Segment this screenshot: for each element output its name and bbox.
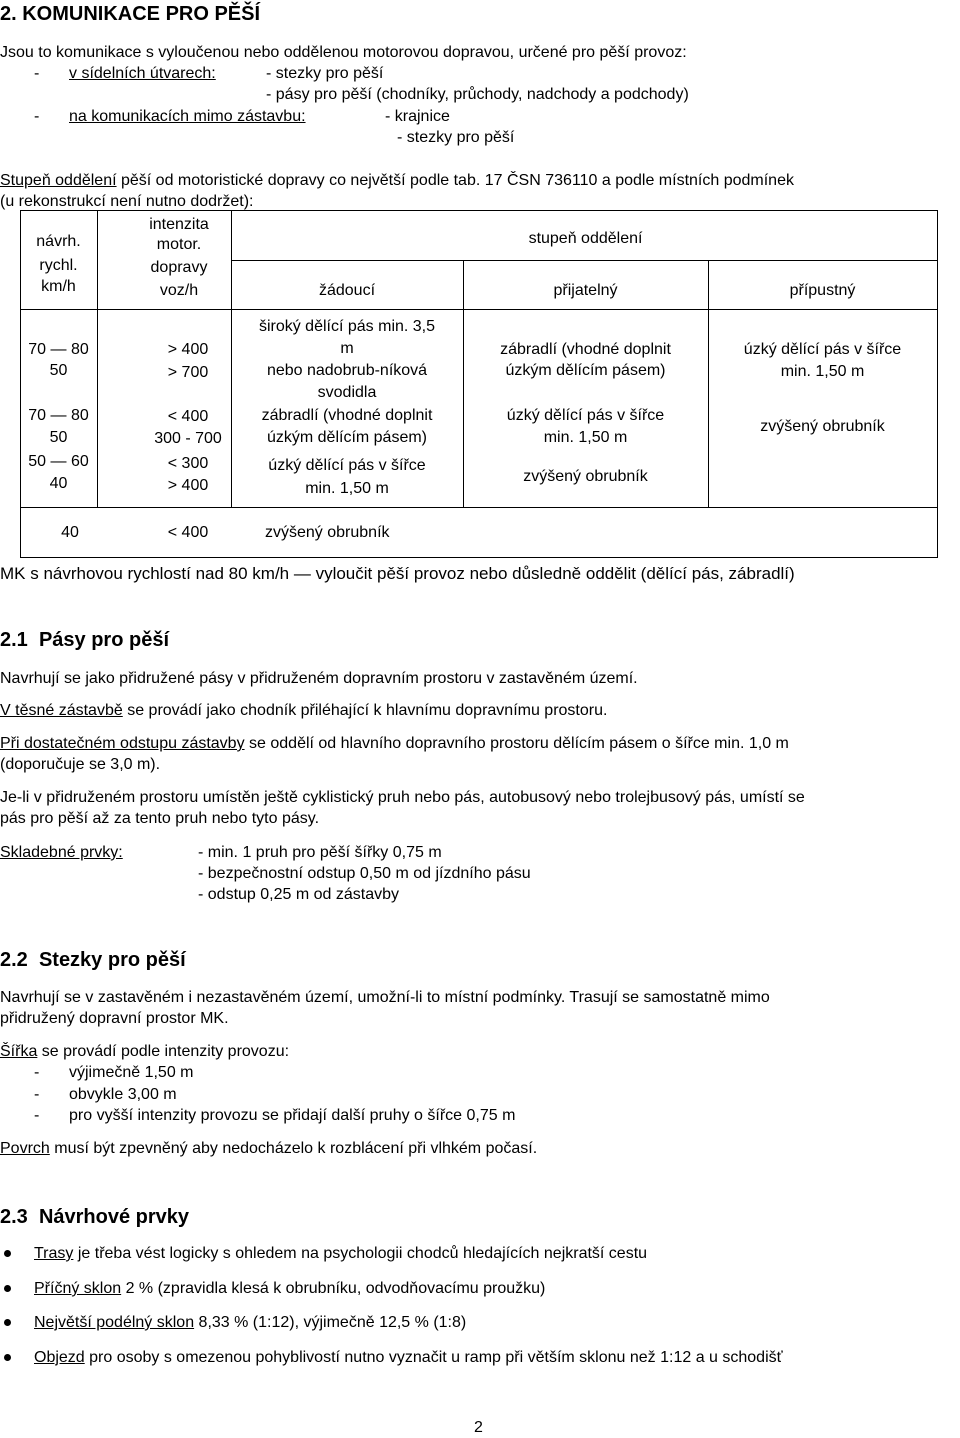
skladebne-2: - bezpečnostní odstup 0,50 m od jízdního pásu [198, 865, 531, 882]
item-pasy: - pásy pro pěší (chodníky, průchody, nadchody a podchody) [266, 86, 689, 103]
pripustny-1-a: úzký dělící pás v šířce [743, 341, 902, 358]
table-divider [231, 260, 938, 261]
povrch-label: Povrch [0, 1140, 50, 1157]
section-number: 2.2 [0, 949, 28, 971]
skladebne-3: - odstup 0,25 m od zástavby [198, 886, 399, 903]
sirka-label: Šířka [0, 1043, 38, 1060]
bullet-label: Objezd [34, 1349, 85, 1366]
zadouci-1-c: nebo nadobrub-níková [266, 362, 428, 379]
s22-p1-1: Navrhují se v zastavěném i nezastavěném území, umožní-li to místní podmínky. Trasují se samostatně mimo [0, 989, 770, 1006]
intro-text: Jsou to komunikace s vyloučenou nebo oddělenou motorovou dopravou, určené pro pěší provoz: [0, 44, 687, 61]
section-2-2-title [0, 948, 186, 972]
header-rych-1: návrh. [36, 233, 81, 250]
bullet-label: Příčný sklon [34, 1280, 122, 1297]
bullet-icon [4, 1354, 11, 1361]
zadouci-2-a: zábradlí (vhodné doplnit [261, 407, 433, 424]
row1-int-1: > 400 [167, 341, 209, 358]
s21-p1: Navrhují se jako přidružené pásy v přidruženém dopravním prostoru v zastavěném území. [0, 670, 638, 687]
s21-p3-label: Při dostatečném odstupu zástavby [0, 735, 245, 752]
page-number: 2 [474, 1419, 483, 1436]
header-int-2: motor. [156, 236, 202, 253]
dash: - [34, 1107, 40, 1124]
s21-p3-2: (doporučuje se 3,0 m). [0, 756, 161, 773]
section-2-3-title [0, 1205, 189, 1229]
zadouci-3-b: min. 1,50 m [305, 480, 389, 497]
table-border [20, 557, 938, 558]
stupen-label: Stupeň oddělení [0, 172, 117, 189]
row3-int-1: < 300 [167, 455, 209, 472]
item-stezky-2: - stezky pro pěší [397, 129, 515, 146]
item-label-mimo: na komunikacích mimo zástavbu: [69, 108, 306, 125]
row4-text: zvýšený obrubník [265, 524, 390, 541]
stupen-desc: pěší od motoristické dopravy co největší podle tab. 17 ČSN 736110 a podle místních podmínek [116, 172, 794, 189]
mk-note: MK s návrhovou rychlostí nad 80 km/h — vyloučit pěší provoz nebo důsledně oddělit (dělící pás, zábradlí) [0, 564, 795, 583]
s22-sirka [0, 1041, 289, 1062]
prijatelny-2-b: min. 1,50 m [543, 429, 628, 446]
prijatelny-3: zvýšený obrubník [523, 468, 648, 485]
dash: - [34, 65, 40, 82]
skladebne-label: Skladebné prvky: [0, 844, 123, 861]
prijatelny-2-a: úzký dělící pás v šířce [506, 407, 665, 424]
item-label-sidelni: v sídelních útvarech: [69, 65, 216, 82]
section-title: Návrhové prvky [38, 1206, 190, 1228]
section-title: Stezky pro pěší [38, 949, 186, 971]
bullet-label: Trasy [34, 1245, 74, 1262]
header-rych-3: km/h [41, 278, 76, 295]
dash: - [34, 108, 40, 125]
s22-p1-2: přidružený dopravní prostor MK. [0, 1010, 229, 1027]
stupen-text [0, 170, 794, 191]
separation-table [20, 210, 938, 558]
header-pripustny: přípustný [789, 282, 856, 299]
s21-p4-1: Je-li v přidruženém prostoru umístěn ještě cyklistický pruh nebo pás, autobusový nebo trolejbusový pás, umístí se [0, 789, 805, 806]
zadouci-3-a: úzký dělící pás v šířce [268, 457, 426, 474]
header-int-4: voz/h [159, 282, 199, 299]
dash: - [34, 1086, 40, 1103]
sirka-item-3: pro vyšší intenzity provozu se přidají další pruhy o šířce 0,75 m [69, 1107, 516, 1124]
prijatelny-1-a: zábradlí (vhodné doplnit [500, 341, 671, 358]
header-prijatelny: přijatelný [553, 282, 618, 299]
row2-speed-2: 50 [49, 429, 68, 446]
table-divider [20, 309, 938, 310]
table-divider [97, 210, 98, 508]
header-stupen: stupeň oddělení [528, 230, 643, 247]
header-rych-2: rychl. [39, 257, 78, 274]
zadouci-1-b: m [340, 340, 354, 357]
page-title: 2. KOMUNIKACE PRO PĚŠÍ [0, 3, 261, 25]
row3-speed-2: 40 [49, 475, 68, 492]
section-title: Pásy pro pěší [38, 629, 169, 651]
row4-speed: 40 [61, 524, 79, 541]
prijatelny-1-b: úzkým dělícím pásem) [505, 362, 666, 379]
bullet-text: je třeba vést logicky s ohledem na psychologii chodců hledajících nejkratší cestu [73, 1245, 648, 1262]
section-2-1-title [0, 628, 169, 652]
header-int-3: dopravy [150, 259, 208, 276]
section-number: 2.3 [0, 1206, 28, 1228]
s21-p4-2: pás pro pěší až za tento pruh nebo tyto pásy. [0, 810, 320, 827]
row1-speed-1: 70 — 80 [28, 341, 89, 358]
zadouci-1-a: široký dělící pás min. 3,5 [258, 318, 436, 335]
bullet-icon [4, 1250, 11, 1257]
sirka-item-1: výjimečně 1,50 m [69, 1064, 194, 1081]
s21-p2 [0, 700, 607, 721]
item-krajnice: - krajnice [385, 108, 450, 125]
row3-int-2: > 400 [167, 477, 209, 494]
row2-speed-1: 70 — 80 [28, 407, 89, 424]
bullet-icon [4, 1285, 11, 1292]
header-int-1: intenzita [149, 216, 209, 233]
zadouci-1-d: svodidla [317, 384, 377, 401]
skladebne-1: - min. 1 pruh pro pěší šířky 0,75 m [198, 844, 442, 861]
table-border [937, 210, 938, 558]
pripustny-1-b: min. 1,50 m [780, 363, 865, 380]
s21-p2-label: V těsné zástavbě [0, 702, 123, 719]
row2-int-2: 300 - 700 [154, 430, 222, 447]
s21-p2-text: se provádí jako chodník přiléhající k hlavnímu dopravnímu prostoru. [122, 702, 608, 719]
sirka-text: se provádí podle intenzity provozu: [37, 1043, 290, 1060]
bullet-label: Největší podélný sklon [34, 1314, 195, 1331]
section-number: 2.1 [0, 629, 28, 651]
sirka-item-2: obvykle 3,00 m [69, 1086, 177, 1103]
povrch-text: musí být zpevněný aby nedocházelo k rozblácení při vlhkém počasí. [49, 1140, 538, 1157]
stupen-text-2: (u rekonstrukcí není nutno dodržet): [0, 193, 254, 210]
bullet-text: 2 % (zpravidla klesá k obrubníku, odvodňovacímu proužku) [121, 1280, 546, 1297]
bullet-text: 8,33 % (1:12), výjimečně 12,5 % (1:8) [194, 1314, 467, 1331]
item-stezky: - stezky pro pěší [266, 65, 384, 82]
bullet-text: pro osoby s omezenou pohyblivostí nutno vyznačit u ramp při větším sklonu než 1:12 a u schodišť [84, 1349, 783, 1366]
pripustny-2: zvýšený obrubník [760, 418, 885, 435]
table-divider [20, 507, 938, 508]
row1-speed-2: 50 [49, 362, 68, 379]
s22-povrch [0, 1138, 537, 1159]
zadouci-2-b: úzkým dělícím pásem) [266, 429, 428, 446]
row2-int-1: < 400 [167, 408, 209, 425]
header-zadouci: žádoucí [318, 282, 376, 299]
dash: - [34, 1064, 40, 1081]
row4-int: < 400 [167, 524, 209, 541]
bullet-icon [4, 1319, 11, 1326]
s21-p3-text: se oddělí od hlavního dopravního prostoru dělícím pásem o šířce min. 1,0 m [244, 735, 789, 752]
s21-p3 [0, 733, 789, 754]
table-border [20, 210, 938, 211]
row3-speed-1: 50 — 60 [28, 453, 89, 470]
row1-int-2: > 700 [167, 364, 209, 381]
